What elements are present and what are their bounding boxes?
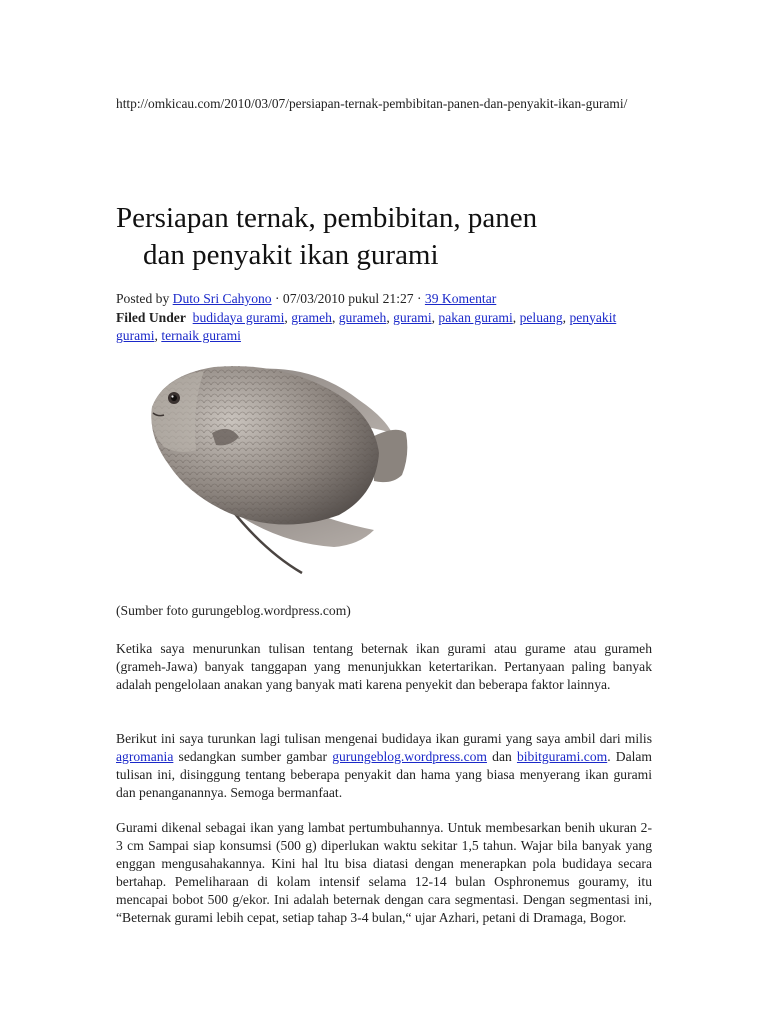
tag-link[interactable]: grameh <box>291 309 332 325</box>
paragraph-2 <box>116 730 652 802</box>
tag-link[interactable]: pakan gurami <box>438 309 513 325</box>
tag-link[interactable]: gurameh <box>338 309 387 325</box>
bibitgurami-link[interactable]: bibitgurami.com <box>516 749 608 764</box>
title-line-2: dan penyakit ikan gurami <box>143 239 439 271</box>
post-meta <box>116 290 654 346</box>
posted-by-label: Posted by <box>116 291 170 306</box>
agromania-link[interactable]: agromania <box>116 749 174 764</box>
tag-link[interactable]: budidaya gurami <box>192 309 285 325</box>
author-link[interactable]: Duto Sri Cahyono <box>172 291 272 306</box>
source-url: http://omkicau.com/2010/03/07/persiapan-ternak-pembibitan-panen-dan-penyakit-ikan-gurami/ <box>116 96 628 111</box>
tag-link[interactable]: ternaik gurami <box>161 328 241 343</box>
tag-link[interactable]: penyakit gurami <box>116 309 617 343</box>
tag-link[interactable]: peluang <box>519 309 563 325</box>
posted-by-line <box>116 290 654 309</box>
paragraph-1: Ketika saya menurunkan tulisan tentang beternak ikan gurami atau gurame atau gurameh (grameh-Jawa) banyak tanggapan yang menunjukkan ketertarikan. Pertanyaan paling banyak adalah pengelolaan anakan yang banyak mati karena penyekit dan beberapa faktor lainnya. <box>116 641 652 692</box>
paragraph-2-text: sedangkan sumber gambar <box>173 749 333 764</box>
title-line-1: Persiapan ternak, pembibitan, panen <box>116 202 538 234</box>
fish-illustration <box>134 355 414 580</box>
post-date: · 07/03/2010 pukul 21:27 · <box>271 291 425 306</box>
comments-link[interactable]: 39 Komentar <box>424 291 497 306</box>
paragraph-3: Gurami dikenal sebagai ikan yang lambat pertumbuhannya. Untuk membesarkan benih ukuran 2-3 cm Sampai siap konsumsi (500 g) diperlukan waktu sekitar 1,5 tahun. Wajar bila banyak yang enggan mengusahakannya. Kini hal ltu bisa diatasi dengan menerapkan pola budidaya secara bertahap. Pemeliharaan di kolam intensif selama 12-14 bulan Osphronemus gouramy, itu mencapai bobot 500 g/ekor. Ini adalah beternak dengan cara segmentasi. Dengan segmentasi ini, “Beternak gurami lebih cepat, setiap tahap 3-4 bulan,“ ujar Azhari, petani di Dramaga, Bogor. <box>116 820 652 925</box>
paragraph-2-text: . Dalam tulisan ini, disinggung tentang beberapa penyakit dan hama yang biasa menyerang ikan gurami dan penanganannya. Semoga bermanfaat. <box>116 749 652 800</box>
tag-link[interactable]: gurami <box>393 309 432 325</box>
paragraph-2-text: Berikut ini saya turunkan lagi tulisan mengenai budidaya ikan gurami yang saya ambil dari milis <box>116 731 652 746</box>
gurungeblog-link[interactable]: gurungeblog.wordpress.com <box>332 749 487 764</box>
paragraph-2-text: dan <box>486 749 517 764</box>
article-title <box>116 200 654 274</box>
image-caption: (Sumber foto gurungeblog.wordpress.com) <box>116 603 351 618</box>
filed-under-line: Filed Under budidaya gurami, grameh, gurameh, gurami, pakan gurami, peluang, penyakit gurami, ternaik gurami <box>116 309 617 343</box>
gourami-fish-photo <box>134 355 414 580</box>
filed-under-label: Filed Under <box>116 309 186 325</box>
